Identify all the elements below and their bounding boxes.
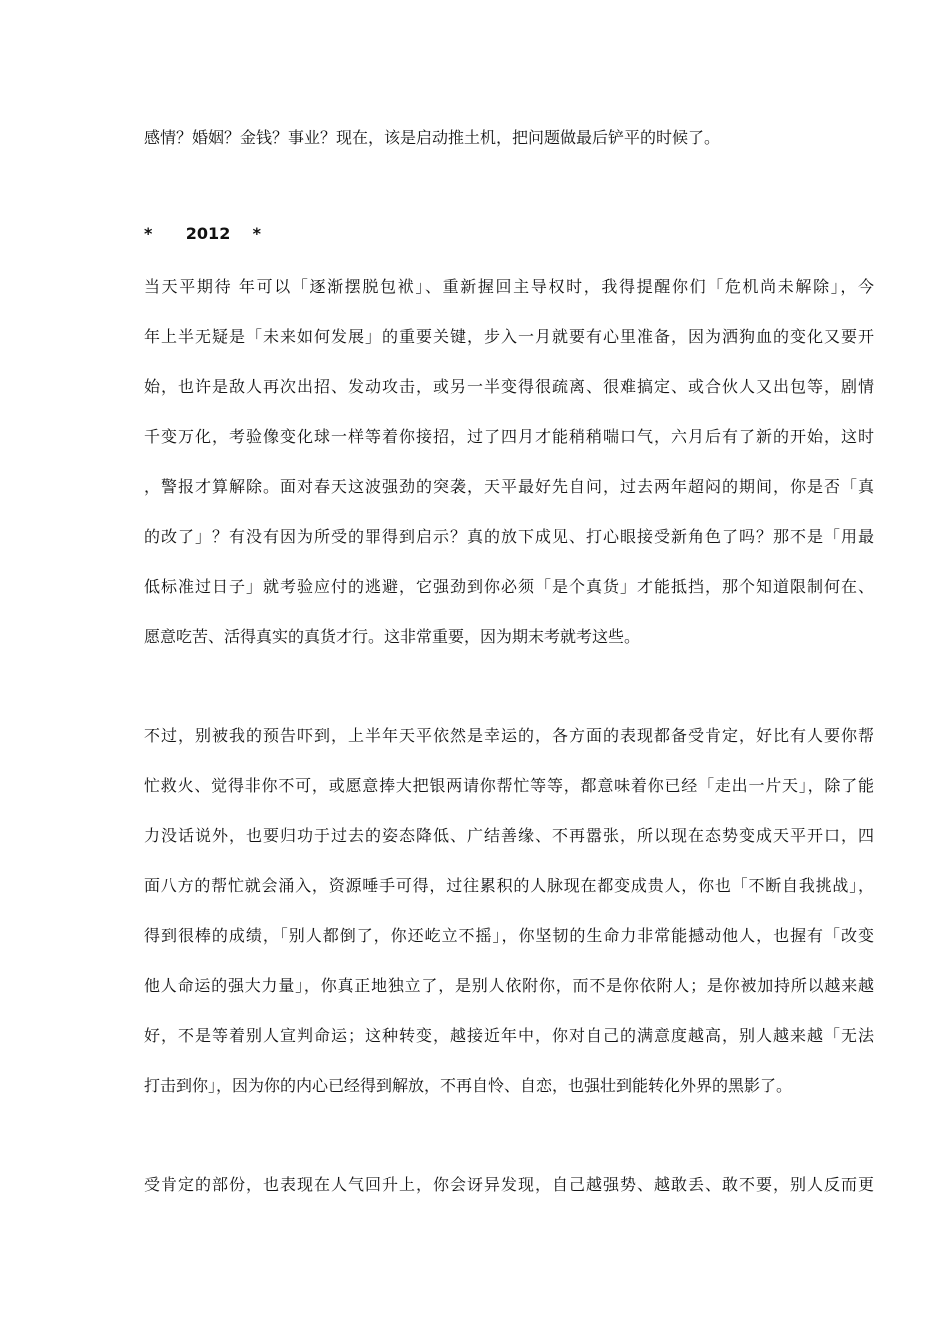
text-line: 好，不是等着别人宣判命运；这种转变，越接近年中，你对自己的满意度越高，别人越来越「无法 [144, 1026, 874, 1045]
text-line: 的改了」？有没有因为所受的罪得到启示？真的放下成见、打心眼接受新角色了吗？那不是「用最 [144, 527, 874, 546]
text-line: 面八方的帮忙就会涌入，资源唾手可得，过往累积的人脉现在都变成贵人，你也「不断自我挑战」， [144, 876, 874, 895]
text-line: 始，也许是敌人再次出招、发动攻击，或另一半变得很疏离、很难搞定、或合伙人又出包等，剧情 [144, 377, 874, 396]
text-line: 得到很棒的成绩，「别人都倒了，你还屹立不摇」，你坚韧的生命力非常能撼动他人，也握有「改变 [144, 926, 874, 945]
text-line: ，警报才算解除。面对春天这波强劲的突袭，天平最好先自问，过去两年超闷的期间，你是否「真 [144, 477, 874, 496]
text-line: 愿意吃苦、活得真实的真货才行。这非常重要，因为期末考就考这些。 [144, 627, 641, 646]
text-line: 低标准过日子」就考验应付的逃避，它强劲到你必须「是个真货」才能抵挡，那个知道限制何在、 [144, 577, 874, 596]
text-line: 忙救火、觉得非你不可，或愿意捧大把银两请你帮忙等等，都意味着你已经「走出一片天」，除了能 [144, 776, 874, 795]
paragraph-3 [144, 1160, 874, 1210]
text-line: 当天平期待 年可以「逐渐摆脱包袱」、重新握回主导权时，我得提醒你们「危机尚未解除」，今 [144, 277, 874, 296]
paragraph-1 [144, 262, 874, 662]
text-line: 感情？婚姻？金钱？事业？现在，该是启动推土机，把问题做最后铲平的时候了。 [144, 128, 721, 147]
section-heading: * 2012 * [144, 224, 261, 243]
intro-paragraph [144, 113, 874, 163]
text-line: 打击到你」，因为你的内心已经得到解放，不再自怜、自恋，也强壮到能转化外界的黑影了。 [144, 1076, 793, 1095]
text-line: 力没话说外，也要归功于过去的姿态降低、广结善缘、不再嚣张，所以现在态势变成天平开口，四 [144, 826, 874, 845]
text-line: 他人命运的强大力量」，你真正地独立了，是别人依附你，而不是你依附人；是你被加持所以越来越 [144, 976, 874, 995]
text-line: 千变万化，考验像变化球一样等着你接招，过了四月才能稍稍喘口气，六月后有了新的开始，这时 [144, 427, 874, 446]
paragraph-2 [144, 711, 874, 1111]
text-line: 不过，别被我的预告吓到，上半年天平依然是幸运的，各方面的表现都备受肯定，好比有人要你帮 [144, 726, 874, 745]
text-line: 受肯定的部份，也表现在人气回升上，你会讶异发现，自己越强势、越敢丢、敢不要，别人反而更 [144, 1175, 874, 1194]
text-line: 年上半无疑是「未来如何发展」的重要关键，步入一月就要有心里准备，因为洒狗血的变化又要开 [144, 327, 874, 346]
